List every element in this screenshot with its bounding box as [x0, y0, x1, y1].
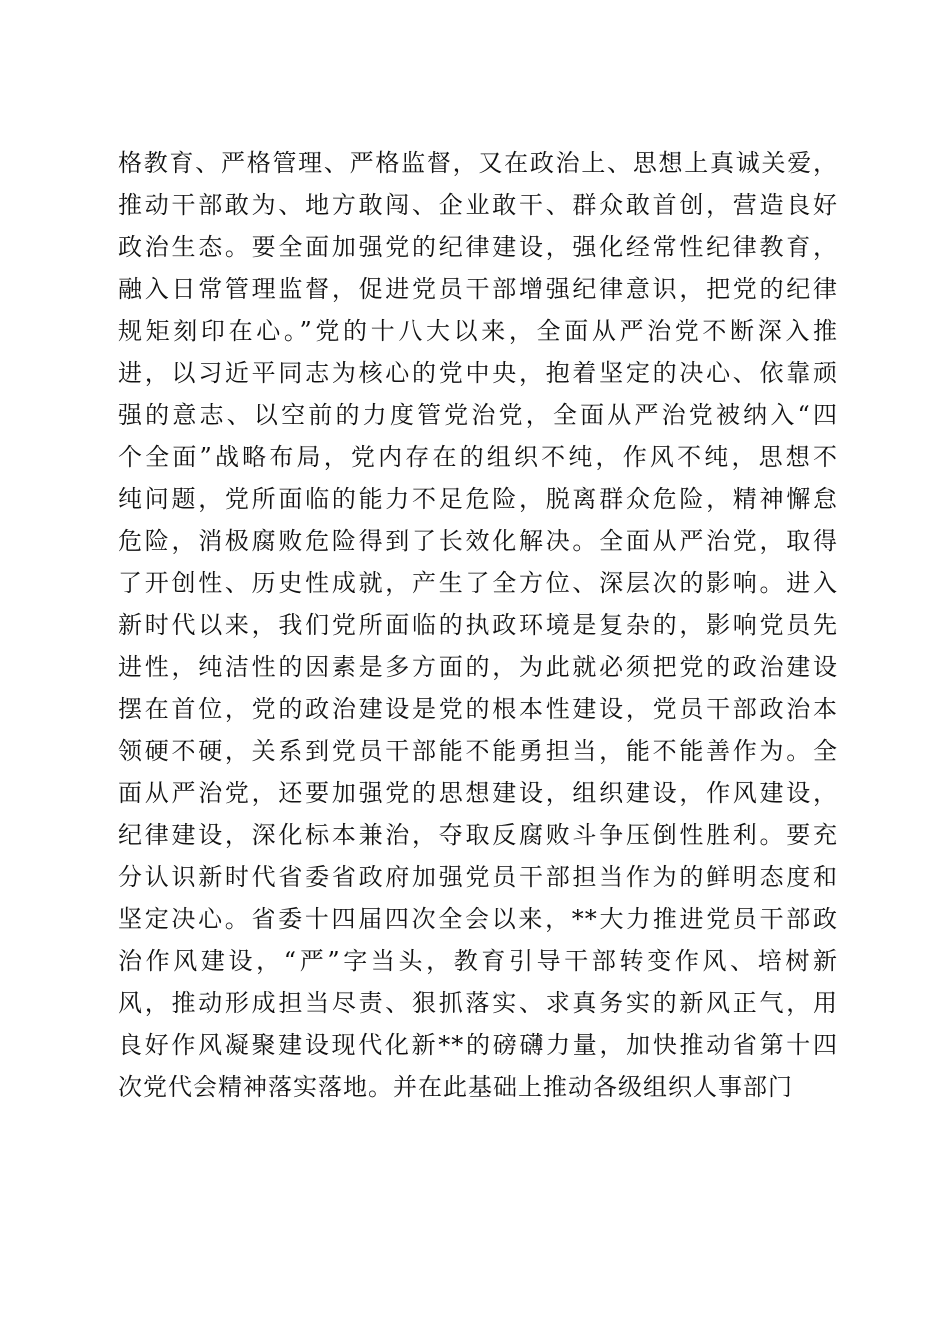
text-line: 规矩刻印在心。”党的十八大以来，全面从严治党不断深入推: [118, 317, 838, 345]
text-line: 坚定决心。省委十四届四次全会以来，**大力推进党员干部政: [118, 905, 838, 933]
text-line: 新时代以来，我们党所面临的执政环境是复杂的，影响党员先: [118, 611, 838, 639]
body-paragraph: [118, 142, 838, 1108]
text-line: 风，推动形成担当尽责、狠抓落实、求真务实的新风正气，用: [118, 989, 838, 1017]
text-line: 危险，消极腐败危险得到了长效化解决。全面从严治党，取得: [118, 527, 838, 555]
text-line: 政治生态。要全面加强党的纪律建设，强化经常性纪律教育，: [118, 233, 838, 261]
text-line: 格教育、严格管理、严格监督，又在政治上、思想上真诚关爱，: [118, 149, 838, 177]
text-line: 良好作风凝聚建设现代化新**的磅礴力量，加快推动省第十四: [118, 1031, 838, 1059]
text-line: 纯问题，党所面临的能力不足危险，脱离群众危险，精神懈怠: [118, 485, 838, 513]
text-line: 强的意志、以空前的力度管党治党，全面从严治党被纳入“四: [118, 401, 838, 429]
text-line: 领硬不硬，关系到党员干部能不能勇担当，能不能善作为。全: [118, 737, 838, 765]
text-line: 纪律建设，深化标本兼治，夺取反腐败斗争压倒性胜利。要充: [118, 821, 838, 849]
text-line: 面从严治党，还要加强党的思想建设，组织建设，作风建设，: [118, 779, 838, 807]
text-line: 进性，纯洁性的因素是多方面的，为此就必须把党的政治建设: [118, 653, 838, 681]
text-line: 融入日常管理监督，促进党员干部增强纪律意识，把党的纪律: [118, 275, 838, 303]
text-line: 治作风建设，“严”字当头，教育引导干部转变作风、培树新: [118, 947, 838, 975]
text-line: 个全面”战略布局，党内存在的组织不纯，作风不纯，思想不: [118, 443, 838, 471]
text-line: 分认识新时代省委省政府加强党员干部担当作为的鲜明态度和: [118, 863, 838, 891]
text-line: 进，以习近平同志为核心的党中央，抱着坚定的决心、依靠顽: [118, 359, 838, 387]
text-line: 推动干部敢为、地方敢闯、企业敢干、群众敢首创，营造良好: [118, 191, 838, 219]
text-line: 了开创性、历史性成就，产生了全方位、深层次的影响。进入: [118, 569, 838, 597]
text-line: 摆在首位，党的政治建设是党的根本性建设，党员干部政治本: [118, 695, 838, 723]
text-line: 次党代会精神落实落地。并在此基础上推动各级组织人事部门: [118, 1073, 793, 1101]
